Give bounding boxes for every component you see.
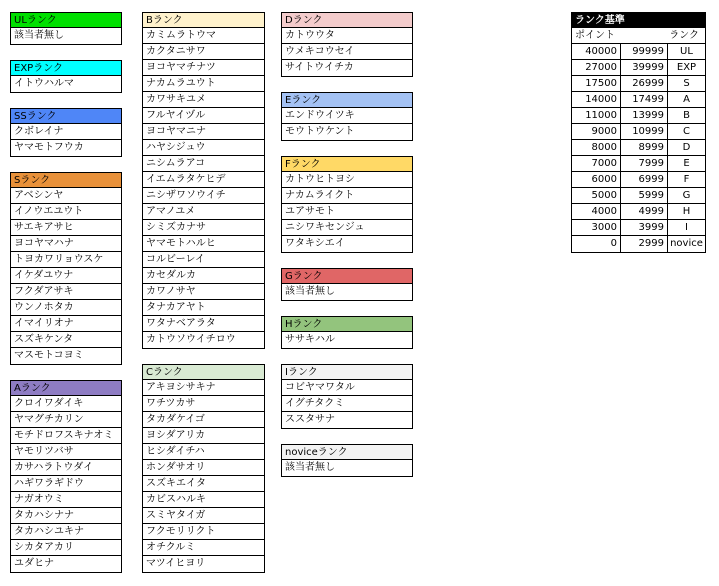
rank-member: モチドロフスキナオミ [11,428,121,444]
rank-member: イマイリオナ [11,316,121,332]
rank-member: コルビーレイ [143,252,264,268]
rank-member: イノウエユウト [11,204,121,220]
rank-b-header: Bランク [143,13,264,28]
criteria-rank-label: novice [670,238,703,249]
criteria-min-points: 17500 [572,76,621,91]
rank-member: ヤマモトハルヒ [143,236,264,252]
rank-member: イグチタクミ [282,396,412,412]
rank-member: カトウソウイチロウ [146,334,236,345]
rank-member: ワタナベアラタ [143,316,264,332]
rank-member: マツイヒヨリ [146,558,206,569]
rank-ss-header: SSランク [11,109,121,124]
rank-member: ヤマモトフウカ [14,142,84,153]
criteria-row [572,236,705,252]
criteria-min-points: 8000 [572,140,621,155]
criteria-max-points: 13999 [621,108,668,123]
rank-f-block [281,156,413,253]
rank-g-block [281,268,413,301]
rank-member: クボレイナ [11,124,121,140]
criteria-rank-label: B [683,110,690,121]
rank-member: カトウウタ [282,28,412,44]
criteria-rank-label: E [683,158,690,169]
criteria-min-points: 4000 [572,204,621,219]
rank-c-block [142,364,265,573]
rank-criteria-table [571,12,706,253]
rank-f-header: Fランク [282,157,412,172]
rank-member: イエムラタケヒデ [143,172,264,188]
rank-member: ヨコヤマチナツ [143,60,264,76]
criteria-rank-label: A [683,94,690,105]
criteria-rank-label: G [682,190,691,201]
criteria-row [572,92,705,108]
rank-a-block [10,380,122,573]
rank-member: ナガオウミ [11,492,121,508]
rank-member: アマノユメ [143,204,264,220]
criteria-rank-label: UL [680,46,693,57]
rank-member: クロイワダイキ [11,396,121,412]
rank-member: 該当者無し [285,286,335,297]
rank-member: ササキハル [285,334,335,345]
criteria-rank-label: F [683,174,690,185]
rank-member: 該当者無し [14,30,64,41]
rank-member: タカハシユキナ [11,524,121,540]
rank-member: タナカアヤト [143,300,264,316]
criteria-rank-label: S [683,78,690,89]
criteria-row [572,44,705,60]
rank-member: ヒシダイチハ [143,444,264,460]
criteria-max-points: 99999 [621,44,668,59]
rank-member: スミヤタイガ [143,508,264,524]
rank-e-block [281,92,413,141]
criteria-min-points: 27000 [572,60,621,75]
rank-s-header: Sランク [11,173,121,188]
rank-member: ニシザワソウイチ [143,188,264,204]
rank-member: カサハラトウダイ [11,460,121,476]
rank-member: マスモトコヨミ [14,350,84,361]
rank-member: エンドウイツキ [282,108,412,124]
criteria-rows [572,44,705,252]
rank-member: ススタサナ [285,414,335,425]
criteria-rank-label: I [685,222,688,233]
criteria-min-points: 14000 [572,92,621,107]
rank-s-block [10,172,122,365]
rank-exp-header: EXPランク [11,61,121,76]
rank-novice-header: noviceランク [282,445,412,460]
rank-member: ウメキコウセイ [282,44,412,60]
rank-c-header: Cランク [143,365,264,380]
rank-ul-header: ULランク [11,13,121,28]
rank-member: ヤモリツバサ [11,444,121,460]
criteria-min-points: 11000 [572,108,621,123]
rank-member: ウンノホタカ [11,300,121,316]
rank-member: シミズカナサ [143,220,264,236]
criteria-max-points: 26999 [621,76,668,91]
rank-ul-block [10,12,122,45]
rank-member: ヨコヤマニナ [143,124,264,140]
rank-h-header: Hランク [282,317,412,332]
rank-member: カワサキユメ [143,92,264,108]
criteria-max-points: 5999 [621,188,668,203]
rank-member: ニシムラアコ [143,156,264,172]
rank-member: ナカムライクト [282,188,412,204]
rank-member: ヤマグチカリン [11,412,121,428]
rank-member: ワタキシエイ [285,238,345,249]
rank-member: フクダアサキ [11,284,121,300]
rank-member: カトウヒトヨシ [282,172,412,188]
rank-member: コビヤマワタル [282,380,412,396]
rank-member: スズキエイタ [143,476,264,492]
rank-member: ユアサモト [282,204,412,220]
rank-d-block [281,12,413,77]
rank-member: ヨコヤマハナ [11,236,121,252]
criteria-min-points: 9000 [572,124,621,139]
criteria-min-points: 5000 [572,188,621,203]
rank-member: イケダユウナ [11,268,121,284]
rank-member: アベシンヤ [11,188,121,204]
criteria-row [572,124,705,140]
criteria-row [572,188,705,204]
rank-ss-block [10,108,122,157]
rank-member: カミムラトウマ [143,28,264,44]
rank-e-header: Eランク [282,93,412,108]
rank-member: ユダヒナ [14,558,54,569]
criteria-points-header: ポイント [575,30,615,41]
rank-member: フルヤイヅル [143,108,264,124]
criteria-min-points: 40000 [572,44,621,59]
rank-member: イトウハルマ [14,78,74,89]
rank-member: ハヤシジュウ [143,140,264,156]
criteria-row [572,204,705,220]
criteria-header-row [572,28,705,44]
criteria-rank-label: EXP [676,62,697,73]
rank-member: アキヨシサキナ [143,380,264,396]
criteria-max-points: 10999 [621,124,668,139]
rank-member: サエキアサヒ [11,220,121,236]
criteria-max-points: 7999 [621,156,668,171]
rank-member: ホンダサオリ [143,460,264,476]
rank-i-header: Iランク [282,365,412,380]
rank-member: スズキケンタ [11,332,121,348]
criteria-max-points: 6999 [621,172,668,187]
rank-member: タカハシナナ [11,508,121,524]
criteria-max-points: 39999 [621,60,668,75]
rank-member: 該当者無し [285,462,335,473]
criteria-min-points: 3000 [572,220,621,235]
rank-member: トヨカワリョウスケ [11,252,121,268]
criteria-row [572,156,705,172]
rank-member: ナカムラユウト [143,76,264,92]
rank-member: カビスハルキ [143,492,264,508]
criteria-rank-label: H [682,206,691,217]
rank-member: モウトウケント [285,126,355,137]
criteria-row [572,108,705,124]
rank-member: シカタアカリ [11,540,121,556]
rank-member: フクモリリクト [143,524,264,540]
rank-b-block [142,12,265,349]
rank-i-block [281,364,413,429]
rank-member: ヨシダアリカ [143,428,264,444]
criteria-row [572,60,705,76]
rank-h-block [281,316,413,349]
rank-member: ハギワラギドウ [11,476,121,492]
criteria-title: ランク基準 [572,13,705,28]
criteria-min-points: 7000 [572,156,621,171]
rank-member: サイトウイチカ [285,62,354,73]
rank-member: カセダルカ [143,268,264,284]
rank-member: カワノサヤ [143,284,264,300]
criteria-max-points: 2999 [621,236,668,252]
criteria-min-points: 6000 [572,172,621,187]
rank-member: ワチツカサ [143,396,264,412]
rank-member: タカダケイゴ [143,412,264,428]
criteria-rank-label: D [682,142,691,153]
rank-member: オチクルミ [143,540,264,556]
rank-g-header: Gランク [282,269,412,284]
criteria-min-points: 0 [572,236,621,252]
criteria-row [572,172,705,188]
criteria-max-points: 8999 [621,140,668,155]
rank-exp-block [10,60,122,93]
criteria-max-points: 4999 [621,204,668,219]
criteria-max-points: 3999 [621,220,668,235]
criteria-row [572,76,705,92]
rank-novice-block [281,444,413,477]
rank-member: ニシワキセンジュ [282,220,412,236]
rank-d-header: Dランク [282,13,412,28]
rank-member: カクタニサワ [143,44,264,60]
criteria-row [572,140,705,156]
rank-a-header: Aランク [11,381,121,396]
criteria-rank-label: C [683,126,690,137]
criteria-row [572,220,705,236]
criteria-max-points: 17499 [621,92,668,107]
criteria-rank-header: ランク [669,30,699,41]
